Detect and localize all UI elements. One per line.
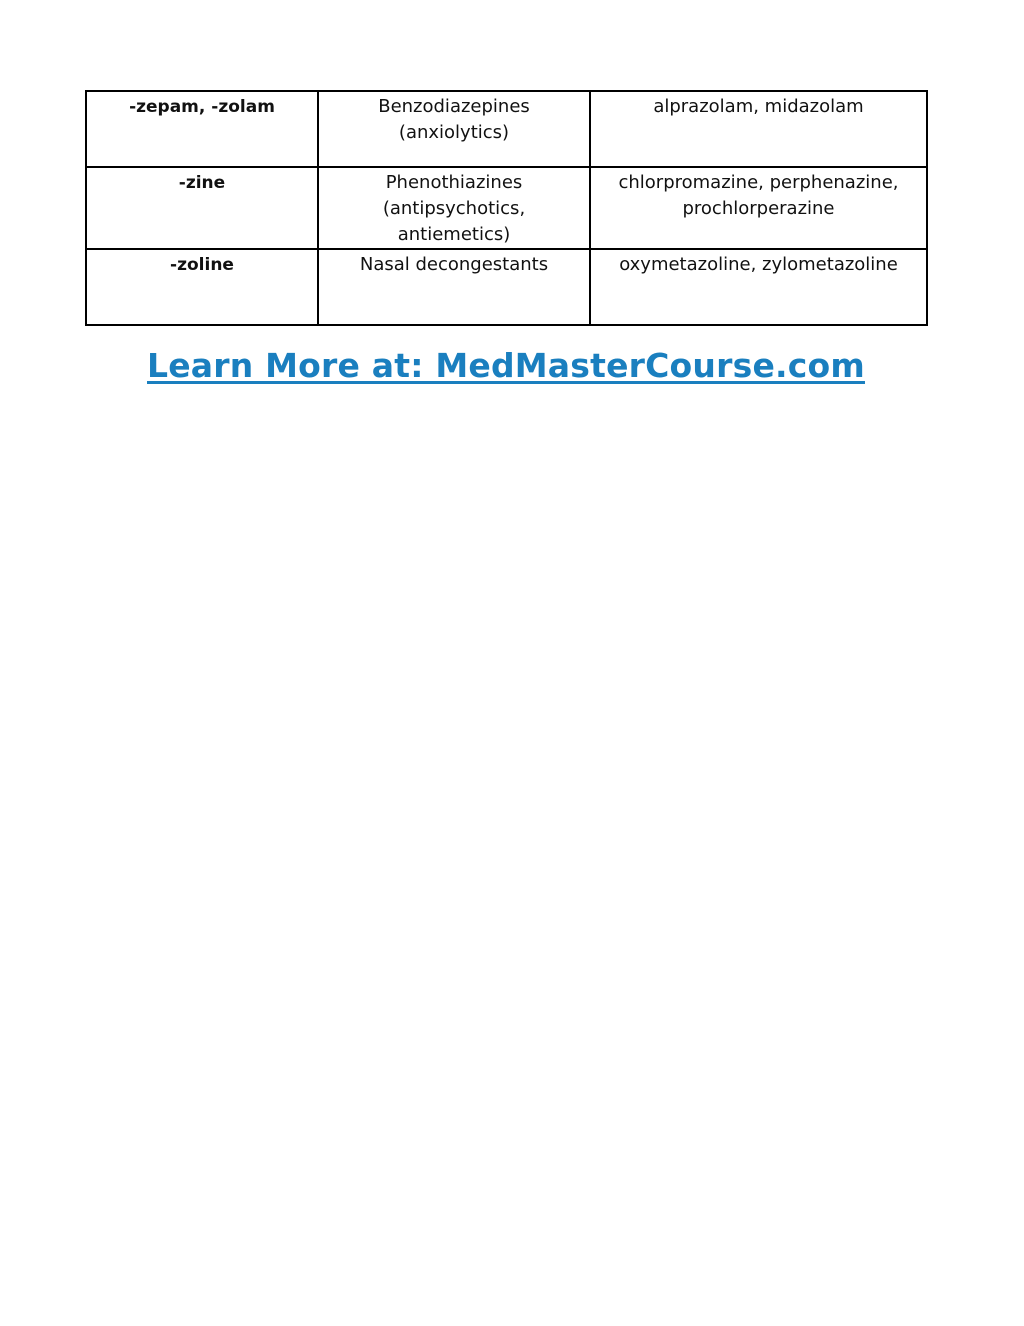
suffix-cell: -zoline [86, 249, 318, 325]
suffix-cell: -zine [86, 167, 318, 249]
drug-class-cell: Benzodiazepines (anxiolytics) [318, 91, 590, 167]
drug-class-cell: Phenothiazines (antipsychotics, antiemetics) [318, 167, 590, 249]
examples-cell: alprazolam, midazolam [590, 91, 927, 167]
learn-more-link[interactable]: Learn More at: MedMasterCourse.com [147, 346, 865, 385]
suffix-cell: -zepam, -zolam [86, 91, 318, 167]
drug-class-cell: Nasal decongestants [318, 249, 590, 325]
examples-cell: oxymetazoline, zylometazoline [590, 249, 927, 325]
table-row [86, 91, 927, 167]
examples-cell: chlorpromazine, perphenazine, prochlorperazine [590, 167, 927, 249]
drug-suffix-table [85, 90, 928, 326]
table-row [86, 249, 927, 325]
table-row [86, 167, 927, 249]
